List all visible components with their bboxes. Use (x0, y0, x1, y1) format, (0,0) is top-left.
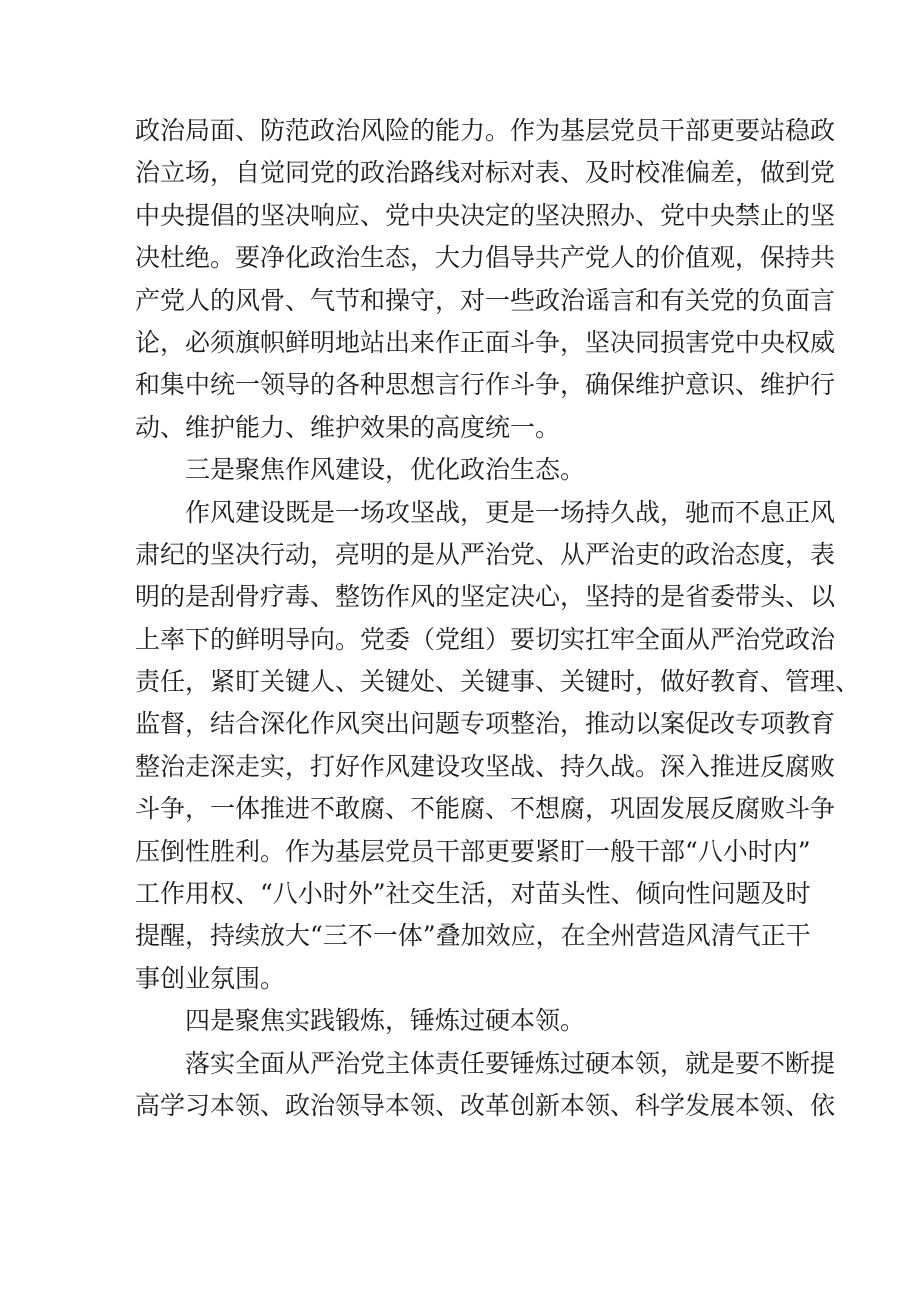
text-line: 肃纪的坚决行动，亮明的是从严治党、从严治吏的政治态度，表 (135, 539, 836, 569)
text-line: 动、维护能力、维护效果的高度统一。 (135, 412, 561, 442)
text-line: 政治局面、防范政治风险的能力。作为基层党员干部更要站稳政 (135, 116, 836, 145)
text-line: 斗争，一体推进不敢腐、不能腐、不想腐，巩固发展反腐败斗争 (135, 794, 836, 824)
paragraph-work-style (135, 492, 861, 1001)
text-line: 产党人的风骨、气节和操守，对一些政治谣言和有关党的负面言 (135, 285, 836, 315)
section-heading-three (135, 449, 790, 491)
text-line: 高学习本领、政治领导本领、改革创新本领、科学发展本领、依 (135, 1090, 836, 1120)
text-line: 整治走深走实，打好作风建设攻坚战、持久战。深入推进反腐败 (135, 751, 836, 781)
section-heading-four (135, 1000, 790, 1042)
paragraph-political-stance (135, 110, 836, 449)
text-line: 提醒，持续放大“三不一体”叠加效应，在全州营造风清气正干 (135, 921, 811, 951)
text-line: 责任，紧盯关键人、关键处、关键事、关键时，做好教育、管理、 (135, 667, 861, 697)
document-body (135, 110, 861, 1127)
text-line: 治立场，自觉同党的政治路线对标对表、及时校准偏差，做到党 (135, 158, 836, 188)
text-line: 监督，结合深化作风突出问题专项整治，推动以案促改专项教育 (135, 709, 836, 739)
text-line: 和集中统一领导的各种思想言行作斗争，确保维护意识、维护行 (135, 370, 836, 400)
paragraph-practice (135, 1043, 836, 1128)
text-line: 压倒性胜利。作为基层党员干部更要紧盯一般干部“八小时内” (135, 836, 811, 866)
text-line: 上率下的鲜明导向。党委（党组）要切实扛牢全面从严治党政治 (135, 624, 836, 654)
heading-line: 三是聚焦作风建设，优化政治生态。 (185, 455, 586, 485)
text-line: 落实全面从严治党主体责任要锤炼过硬本领，就是要不断提 (185, 1048, 836, 1078)
text-line: 作风建设既是一场攻坚战，更是一场持久战，驰而不息正风 (185, 497, 836, 527)
text-line: 决杜绝。要净化政治生态，大力倡导共产党人的价值观，保持共 (135, 243, 836, 273)
text-line: 明的是刮骨疗毒、整饬作风的坚定决心，坚持的是省委带头、以 (135, 582, 836, 612)
text-line: 工作用权、“八小时外”社交生活，对苗头性、倾向性问题及时 (135, 879, 811, 909)
heading-line: 四是聚焦实践锻炼，锤炼过硬本领。 (185, 1006, 586, 1036)
text-line: 中央提倡的坚决响应、党中央决定的坚决照办、党中央禁止的坚 (135, 200, 836, 230)
text-line: 事创业氛围。 (135, 963, 286, 993)
text-line: 论，必须旗帜鲜明地站出来作正面斗争，坚决同损害党中央权威 (135, 327, 836, 357)
